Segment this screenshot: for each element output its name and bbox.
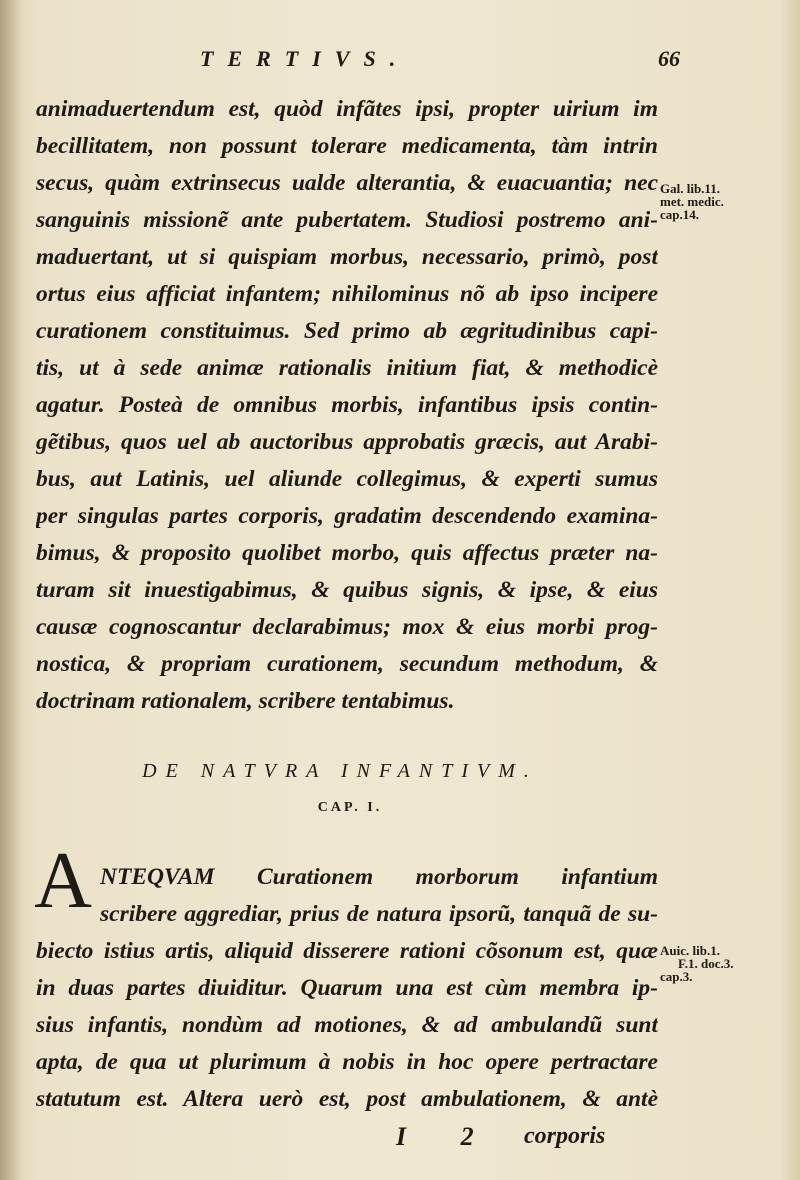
margin-note-line: cap.3. bbox=[660, 969, 693, 984]
chapter-line: apta, de qua ut plurimum à nobis in hoc opere pertractare bbox=[36, 1049, 658, 1075]
drop-cap: A bbox=[34, 837, 92, 925]
body-line: animaduertendum est, quòd infãtes ipsi, propter uirium im bbox=[36, 96, 658, 122]
body-line: per singulas partes corporis, gradatim descendendo examina- bbox=[36, 503, 658, 529]
chapter-heading: CAP. I. bbox=[317, 800, 383, 815]
body-line: secus, quàm extrinsecus ualde alterantia, & euacuantia; nec bbox=[36, 170, 658, 196]
body-line: becillitatem, non possunt tolerare medicamenta, tàm intrin bbox=[36, 133, 658, 159]
running-title: TERTIVS. bbox=[200, 46, 410, 71]
body-line: agatur. Posteà de omnibus morbis, infantibus ipsis contin- bbox=[36, 392, 658, 418]
body-line: nostica, & propriam curationem, secundum methodum, & bbox=[36, 651, 658, 677]
margin-note bbox=[660, 182, 795, 221]
chapter-line: in duas partes diuiditur. Quarum una est cùm membra ip- bbox=[36, 975, 658, 1001]
chapter-line: scribere aggrediar, prius de natura ipsorũ, tanquã de su- bbox=[100, 901, 658, 927]
body-line: bus, aut Latinis, uel aliunde collegimus, & experti sumus bbox=[36, 466, 658, 492]
body-line: doctrinam rationalem, scribere tentabimus. bbox=[36, 688, 455, 714]
body-line: tis, ut à sede animæ rationalis initium fiat, & methodicè bbox=[36, 355, 658, 381]
gutter-shadow bbox=[0, 0, 22, 1180]
body-line: turam sit inuestigabimus, & quibus signis, & ipse, & eius bbox=[36, 577, 658, 603]
chapter-line: statutum est. Altera uerò est, post ambulationem, & antè bbox=[36, 1086, 658, 1112]
body-line: sanguinis missionẽ ante pubertatem. Studiosi postremo ani- bbox=[36, 207, 658, 233]
body-line: bimus, & proposito quolibet morbo, quis affectus præter na- bbox=[36, 540, 658, 566]
body-line: maduertant, ut si quispiam morbus, necessario, primò, post bbox=[36, 244, 658, 270]
section-title: DE NATVRA INFANTIVM. bbox=[142, 760, 538, 782]
chapter-line: biecto istius artis, aliquid disserere rationi cõsonum est, quæ bbox=[36, 938, 658, 964]
margin-note-line: Gal. lib.11. bbox=[660, 181, 720, 196]
body-line: gẽtibus, quos uel ab auctoribus approbatis græcis, aut Arabi- bbox=[36, 429, 658, 455]
body-line: ortus eius afficiat infantem; nihilominus nõ ab ipso incipere bbox=[36, 281, 658, 307]
margin-note-line: cap.14. bbox=[660, 207, 699, 222]
margin-note-line: F.1. doc.3. bbox=[678, 956, 734, 971]
chapter-line: sius infantis, nondùm ad motiones, & ad ambulandũ sunt bbox=[36, 1012, 658, 1038]
margin-note bbox=[660, 944, 795, 983]
margin-note-line: Auic. lib.1. bbox=[660, 943, 720, 958]
margin-note-line: met. medic. bbox=[660, 194, 724, 209]
page-number: 66 bbox=[658, 46, 680, 71]
signature-mark: I 2 bbox=[396, 1122, 498, 1151]
body-line: curationem constituimus. Sed primo ab ægritudinibus capi- bbox=[36, 318, 658, 344]
catchword: corporis bbox=[524, 1123, 606, 1149]
chapter-line: NTEQVAM Curationem morborum infantium bbox=[100, 864, 658, 890]
body-line: causæ cognoscantur declarabimus; mox & eius morbi prog- bbox=[36, 614, 658, 640]
